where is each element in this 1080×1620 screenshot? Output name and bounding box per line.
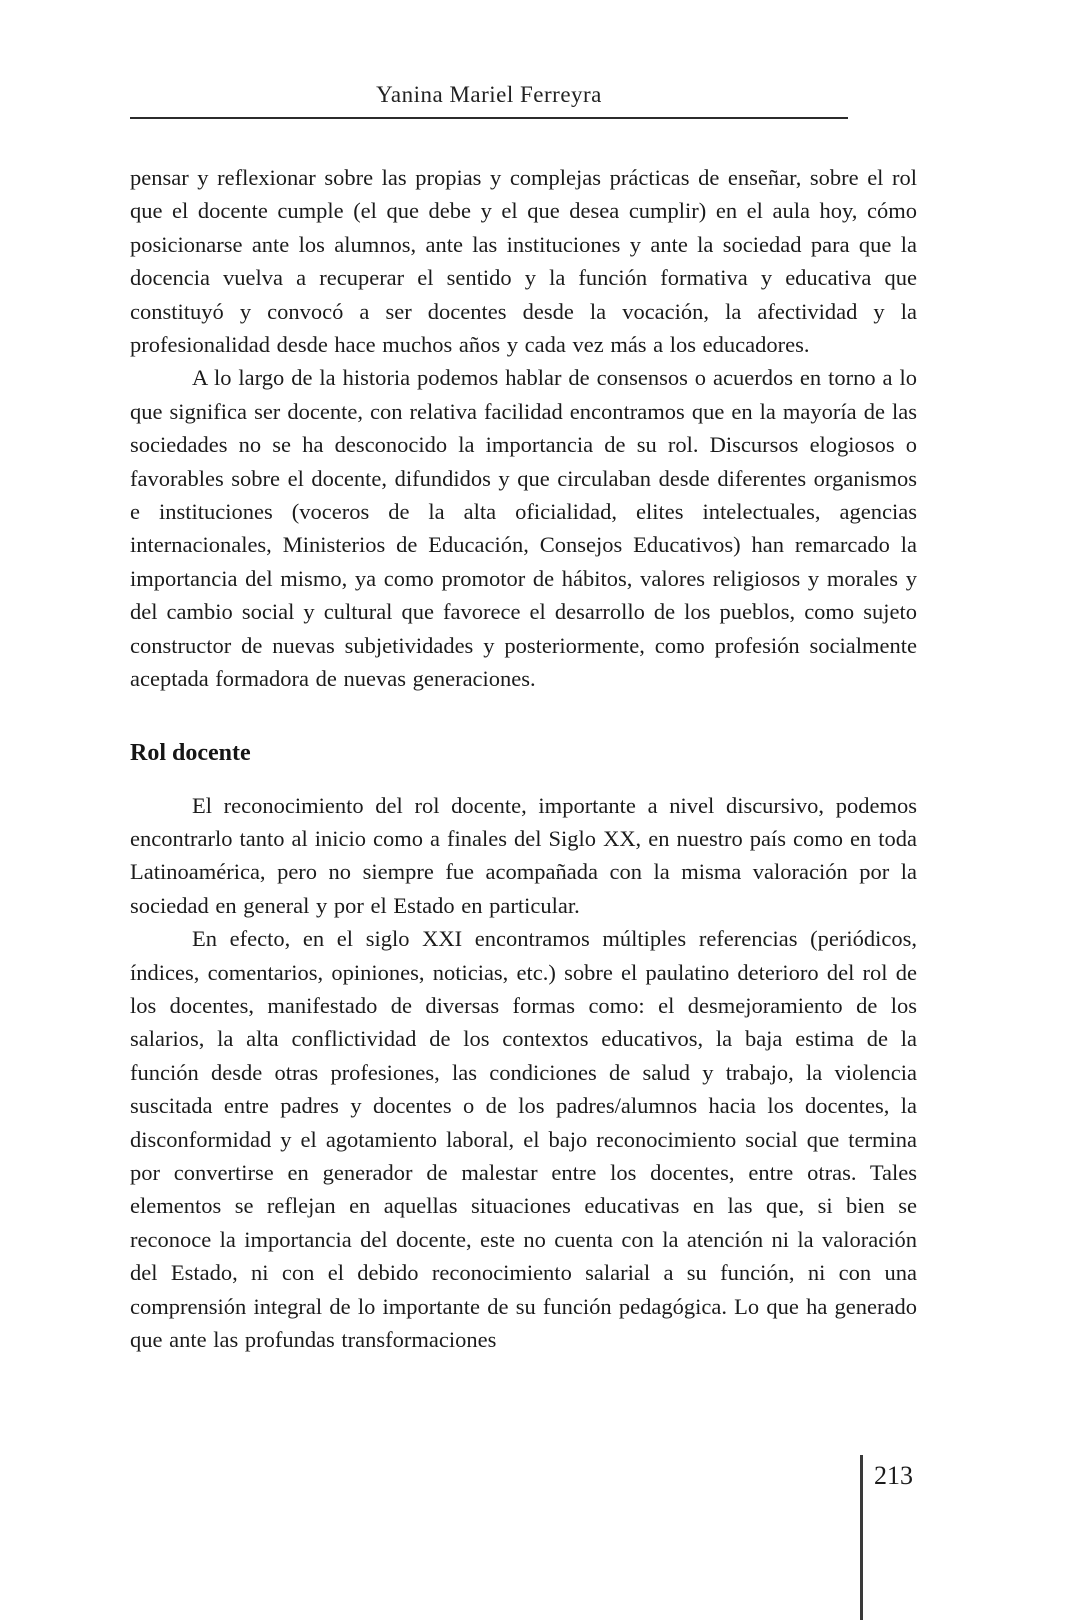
footer-rule <box>860 1455 863 1620</box>
page-footer <box>0 1455 1080 1620</box>
body-paragraph: pensar y reflexionar sobre las propias y complejas prácticas de enseñar, sobre el rol que el docente cumple (el que debe y el que desea cumplir) en el aula hoy, cómo posicionarse ante los alumnos, ante las instituciones y ante la sociedad para que la docencia vuelva a recuperar el sentido y la función formativa y educativa que constituyó y convocó a ser docentes desde la vocación, la afectividad y la profesionalidad desde hace muchos años y cada vez más a los educadores. <box>130 165 917 358</box>
running-header-block <box>130 82 848 119</box>
body-paragraph: El reconocimiento del rol docente, importante a nivel discursivo, podemos encontrarlo tanto al inicio como a finales del Siglo XX, en nuestro país como en toda Latinoamérica, pero no siempre fue acompañada con la misma valoración por la sociedad en general y por el Estado en particular. <box>130 792 917 918</box>
body-paragraph: A lo largo de la historia podemos hablar de consensos o acuerdos en torno a lo que significa ser docente, con relativa facilidad encontramos que en la mayoría de las sociedades no se ha desconocido la importancia de su rol. Discursos elogiosos o favorables sobre el docente, difundidos y que circulaban desde diferentes organismos e instituciones (voceros de la alta oficialidad, elites intelectuales, agencias internacionales, Ministerios de Educación, Consejos Educativos) han remarcado la importancia del mismo, ya como promotor de hábitos, valores religiosos y morales y del cambio social y cultural que favorece el desarrollo de los pueblos, como sujeto constructor de nuevas subjetividades y posteriormente, como profesión socialmente aceptada formadora de nuevas generaciones. <box>130 365 917 692</box>
section-heading: Rol docente <box>130 739 251 766</box>
page-number: 213 <box>874 1461 913 1490</box>
page-body <box>130 161 917 1356</box>
running-header: Yanina Mariel Ferreyra <box>376 82 602 107</box>
body-paragraph: En efecto, en el siglo XXI encontramos múltiples referencias (periódicos, índices, comentarios, opiniones, noticias, etc.) sobre el paulatino deterioro del rol de los docentes, manifestado de diversas formas como: el desmejoramiento de los salarios, la alta conflictividad de los contextos educativos, la baja estima de la función desde otras profesiones, las condiciones de salud y trabajo, la violencia suscitada entre padres y docentes o de los padres/alumnos hacia los docentes, la disconformidad y el agotamiento laboral, el bajo reconocimiento social que termina por convertirse en generador de malestar entre los docentes, entre otras. Tales elementos se reflejan en aquellas situaciones educativas en las que, si bien se reconoce la importancia del docente, este no cuenta con la atención ni la valoración del Estado, ni con el debido reconocimiento salarial a su función, ni con una comprensión integral de lo importante de su función pedagógica. Lo que ha generado que ante las profundas transformaciones <box>130 926 917 1352</box>
